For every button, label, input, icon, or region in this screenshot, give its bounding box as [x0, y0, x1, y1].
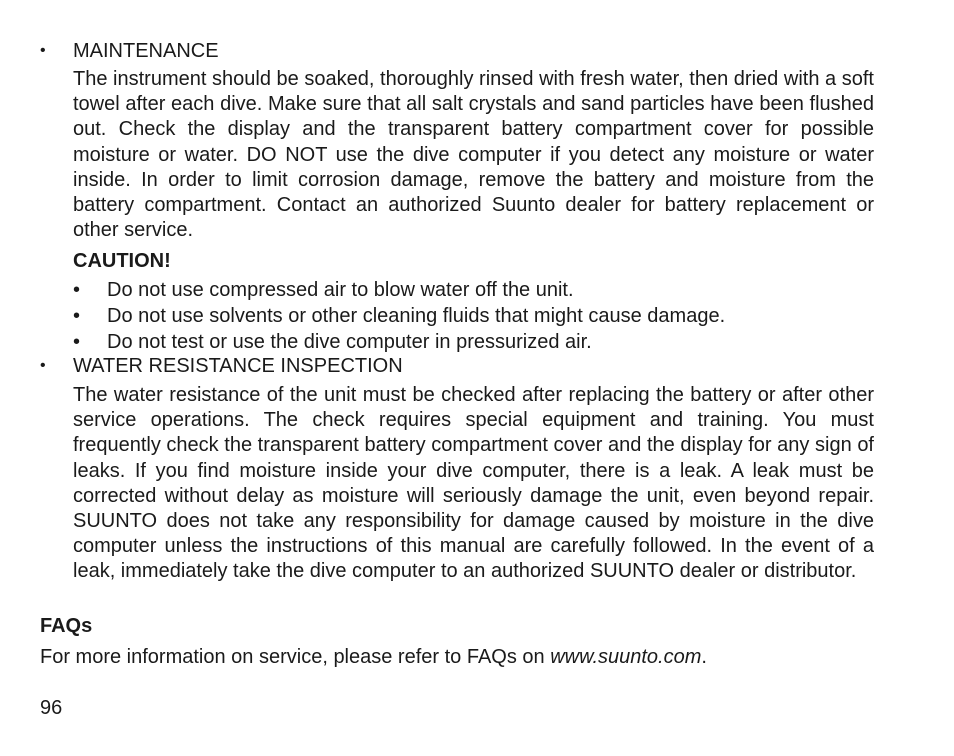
faqs-text-lead: For more information on service, please refer to FAQs on [40, 646, 551, 668]
water-resistance-paragraph: The water resistance of the unit must be checked after replacing the battery or after other service operations. The check requires special equipment and training. You must frequently check the transparent battery compartment cover and the display for any sign of leaks. If you find moisture inside your dive computer, there is a leak. A leak must be corrected without delay as moisture will seriously damage the unit, even beyond repair. SUUNTO does not take any responsibility for damage caused by moisture in the dive computer unless the instructions of this manual are carefully followed. In the event of a leak, immediately take the dive computer to an authorized SUUNTO dealer or distributor. [73, 384, 874, 583]
page-number: 96 [40, 697, 63, 719]
faqs-text-end: . [701, 646, 707, 668]
caution-list [73, 278, 874, 356]
bullet-marker: • [40, 357, 46, 374]
suunto-website-link[interactable]: www.suunto.com [550, 646, 702, 668]
caution-item [73, 330, 874, 356]
caution-item [73, 304, 874, 330]
maintenance-heading: MAINTENANCE [73, 40, 219, 62]
water-resistance-heading: WATER RESISTANCE INSPECTION [73, 355, 403, 377]
caution-label: CAUTION! [73, 250, 171, 272]
bullet-marker: • [73, 279, 81, 301]
bullet-marker: • [73, 305, 81, 327]
faqs-heading: FAQs [40, 615, 93, 637]
bullet-marker: • [73, 331, 81, 353]
caution-item-text: Do not use solvents or other cleaning fluids that might cause damage. [107, 305, 726, 327]
bullet-marker: • [40, 42, 46, 59]
caution-item-text: Do not use compressed air to blow water off the unit. [107, 279, 574, 301]
faqs-text [40, 645, 707, 669]
caution-item [73, 278, 874, 304]
maintenance-paragraph: The instrument should be soaked, thoroughly rinsed with fresh water, then dried with a soft towel after each dive. Make sure that all salt crystals and sand particles have been flushed out. Check the display and the transparent battery compartment cover for possible moisture or water. DO NOT use the dive computer if you detect any moisture or water inside. In order to limit corrosion damage, remove the battery and moisture from the battery compartment. Contact an authorized Suunto dealer for battery replacement or other service. [73, 68, 874, 242]
caution-item-text: Do not test or use the dive computer in pressurized air. [107, 331, 592, 353]
